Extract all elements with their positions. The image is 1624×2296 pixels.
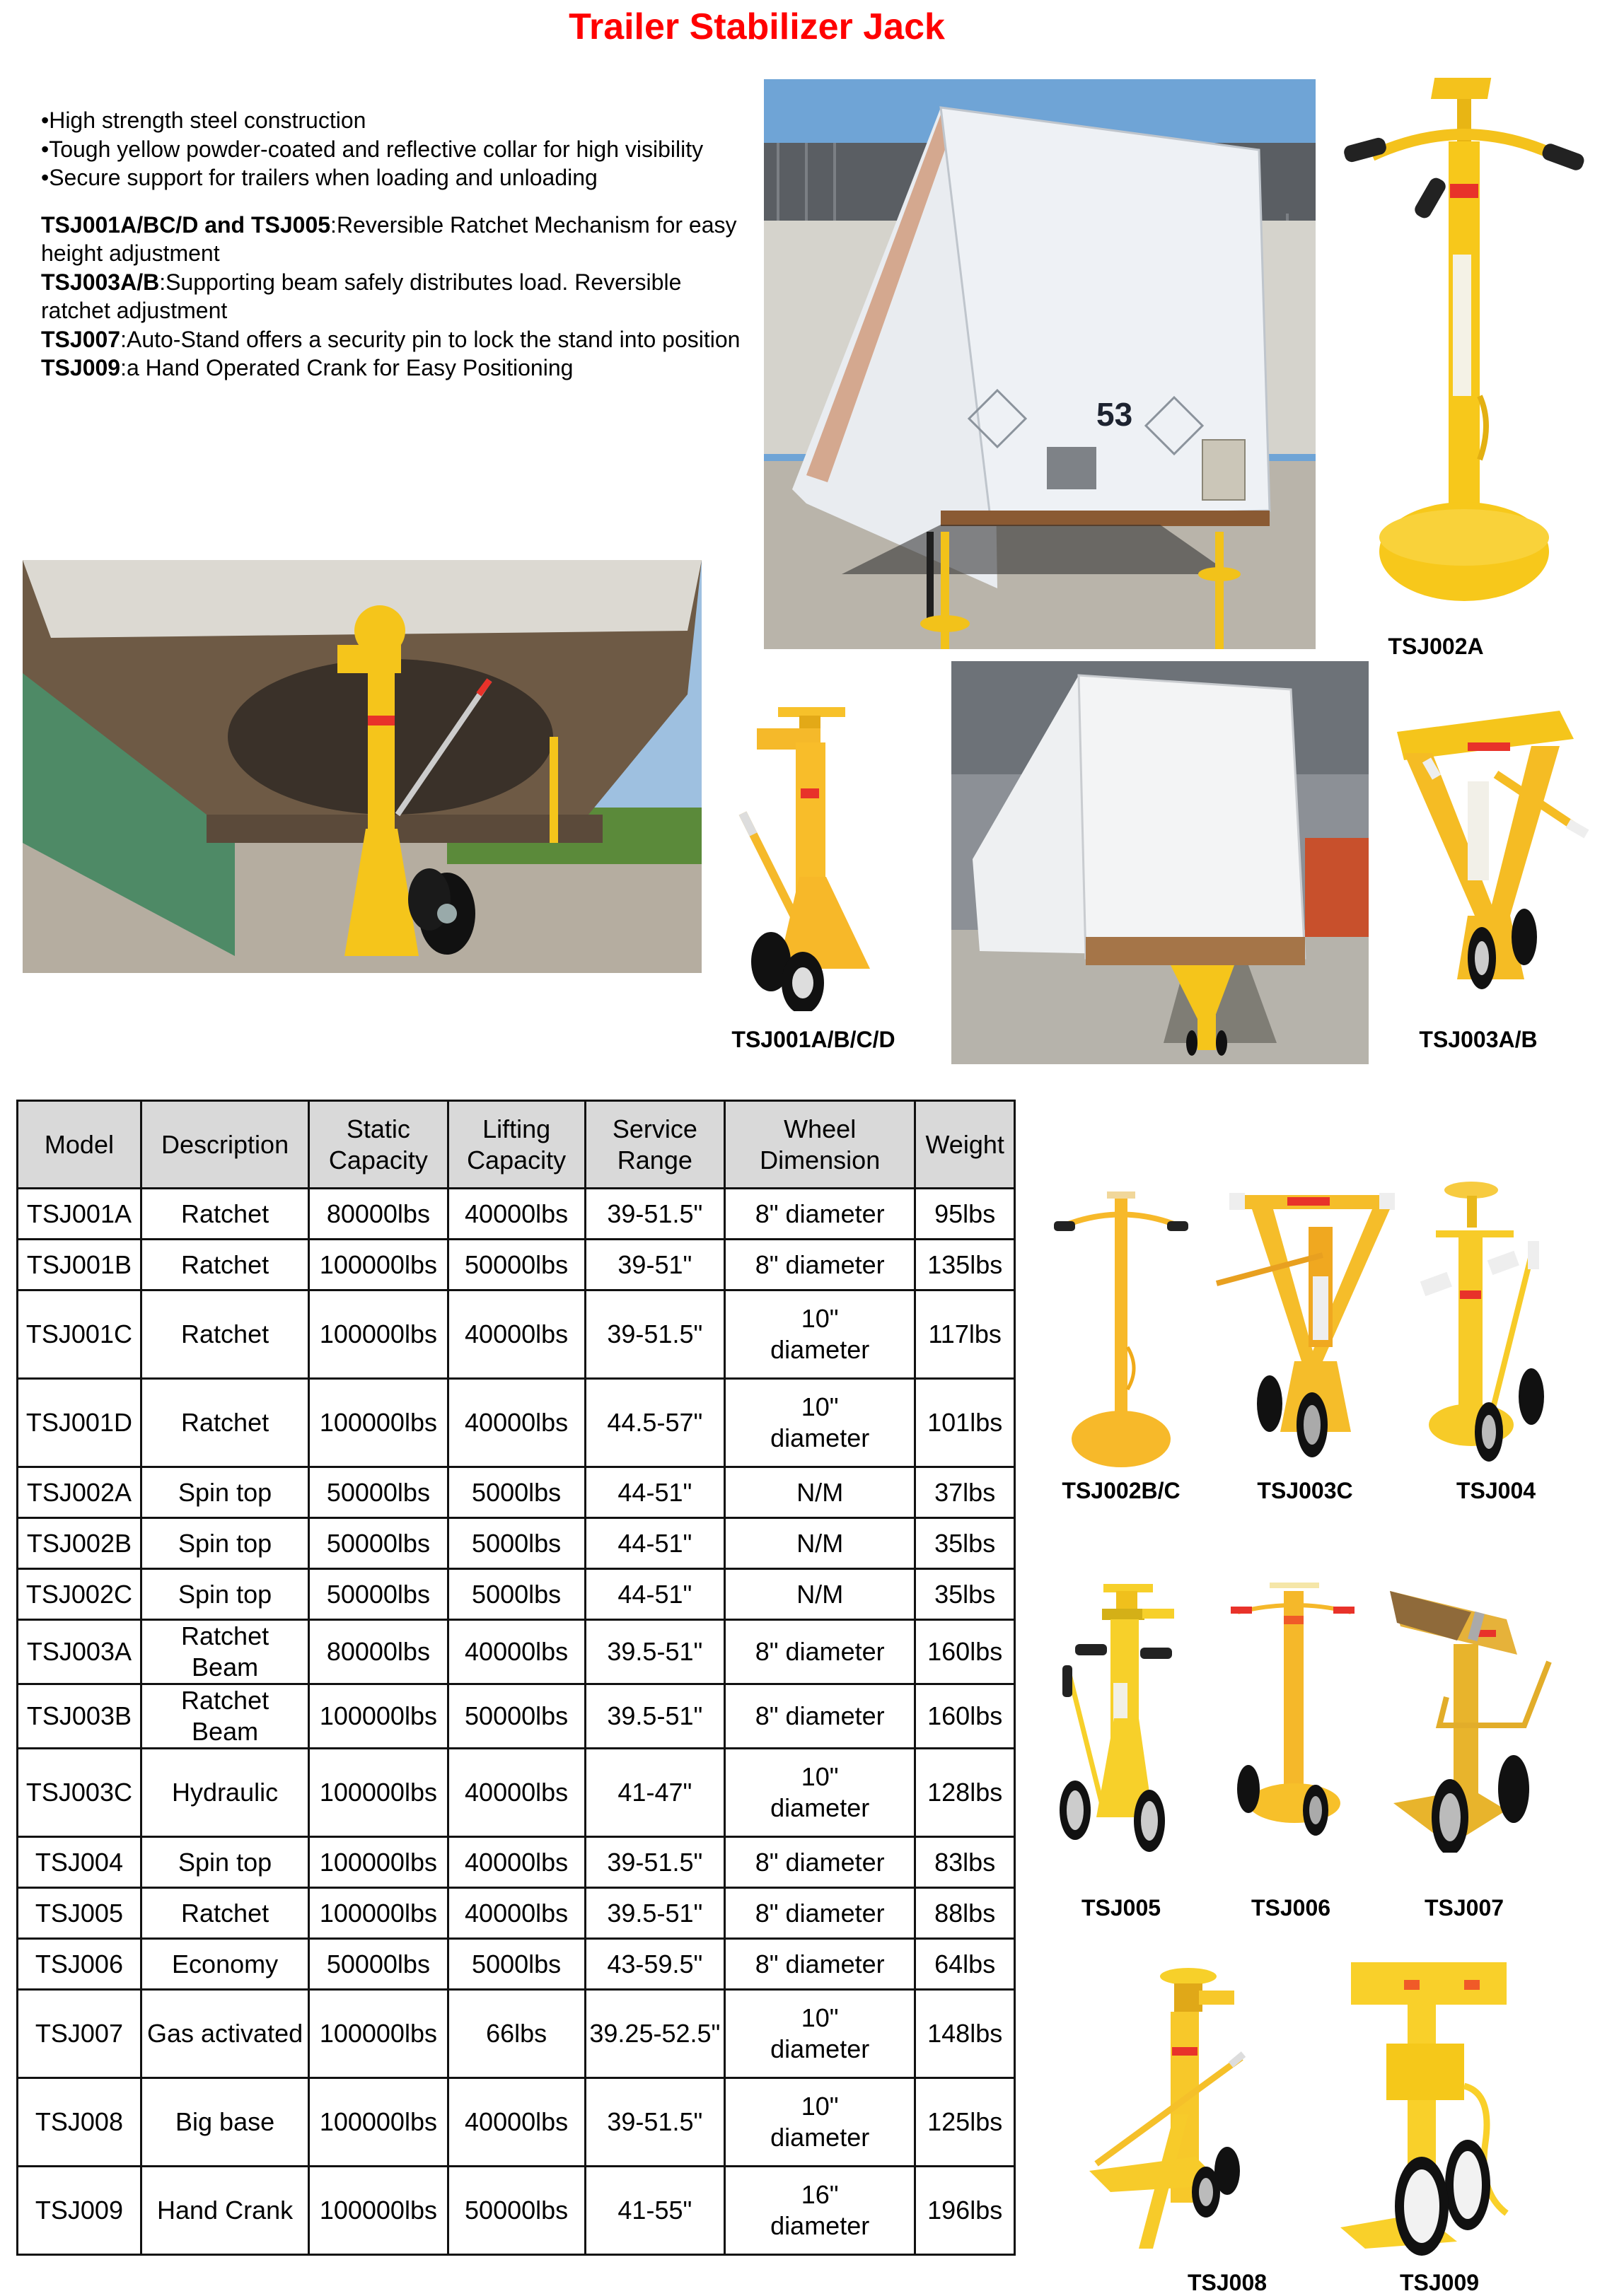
product-image-tsj004 bbox=[1408, 1177, 1570, 1467]
cell-static-capacity: 50000lbs bbox=[309, 1467, 448, 1518]
product-label-tsj002bc: TSJ002B/C bbox=[1062, 1478, 1181, 1503]
header-weight: Weight bbox=[915, 1101, 1015, 1189]
table-row bbox=[18, 1684, 1015, 1749]
cell-service-range: 44-51" bbox=[585, 1467, 724, 1518]
cell-service-range: 39-51.5" bbox=[585, 2078, 724, 2167]
cell-weight: 83lbs bbox=[915, 1837, 1015, 1888]
cell-wheel-dimension: N/M bbox=[725, 1569, 915, 1620]
cell-model: TSJ003A bbox=[18, 1620, 141, 1684]
cell-service-range: 39.5-51" bbox=[585, 1684, 724, 1749]
cell-description: Ratchet Beam bbox=[141, 1620, 308, 1684]
page-title: Trailer Stabilizer Jack bbox=[569, 6, 945, 47]
cell-wheel-dimension: 8" diameter bbox=[725, 1189, 915, 1240]
table-row bbox=[18, 1290, 1015, 1379]
feature-bullet: •Tough yellow powder-coated and reflective collar for high visibility bbox=[41, 136, 704, 162]
feature-bullet: •Secure support for trailers when loading and unloading bbox=[41, 165, 598, 190]
header-description: Description bbox=[141, 1101, 308, 1189]
cell-static-capacity: 100000lbs bbox=[309, 1888, 448, 1939]
cell-weight: 101lbs bbox=[915, 1379, 1015, 1467]
cell-wheel-dimension: 10" diameter bbox=[725, 1749, 915, 1837]
cell-lifting-capacity: 50000lbs bbox=[448, 2167, 585, 2255]
cell-model: TSJ002B bbox=[18, 1518, 141, 1569]
model-note-text: :Reversible Ratchet Mechanism for easy height adjustment bbox=[41, 211, 737, 266]
cell-weight: 35lbs bbox=[915, 1518, 1015, 1569]
feature-bullet: •High strength steel construction bbox=[41, 107, 366, 133]
trailer-rear-photo bbox=[764, 79, 1316, 649]
model-note-models: TSJ007 bbox=[41, 326, 121, 352]
table-row bbox=[18, 1189, 1015, 1240]
table-row bbox=[18, 1837, 1015, 1888]
header-static-capacity: Static Capacity bbox=[309, 1101, 448, 1189]
table-row bbox=[18, 1749, 1015, 1837]
cell-lifting-capacity: 50000lbs bbox=[448, 1240, 585, 1290]
cell-model: TSJ009 bbox=[18, 2167, 141, 2255]
cell-model: TSJ001D bbox=[18, 1379, 141, 1467]
cell-description: Spin top bbox=[141, 1569, 308, 1620]
cell-weight: 125lbs bbox=[915, 2078, 1015, 2167]
feature-description bbox=[41, 106, 741, 383]
cell-weight: 95lbs bbox=[915, 1189, 1015, 1240]
cell-static-capacity: 80000lbs bbox=[309, 1620, 448, 1684]
cell-wheel-dimension: 8" diameter bbox=[725, 1939, 915, 1990]
product-image-tsj009 bbox=[1337, 1959, 1542, 2256]
cell-model: TSJ001B bbox=[18, 1240, 141, 1290]
table-row bbox=[18, 2167, 1015, 2255]
model-note-text: :Supporting beam safely distributes load. Reversible ratchet adjustment bbox=[41, 269, 682, 323]
model-note bbox=[41, 354, 741, 383]
cell-description: Hand Crank bbox=[141, 2167, 308, 2255]
product-image-tsj007 bbox=[1386, 1577, 1556, 1853]
cell-description: Ratchet bbox=[141, 1189, 308, 1240]
header-service-range: Service Range bbox=[585, 1101, 724, 1189]
cell-description: Hydraulic bbox=[141, 1749, 308, 1837]
product-image-tsj008 bbox=[1082, 1959, 1287, 2256]
model-note bbox=[41, 325, 741, 354]
cell-description: Big base bbox=[141, 2078, 308, 2167]
product-image-tsj002bc bbox=[1047, 1177, 1195, 1467]
table-row bbox=[18, 1518, 1015, 1569]
cell-wheel-dimension: N/M bbox=[725, 1467, 915, 1518]
table-header-row bbox=[18, 1101, 1015, 1189]
cell-service-range: 44-51" bbox=[585, 1569, 724, 1620]
header-model: Model bbox=[18, 1101, 141, 1189]
cell-service-range: 39.25-52.5" bbox=[585, 1990, 724, 2078]
cell-static-capacity: 100000lbs bbox=[309, 2078, 448, 2167]
cell-service-range: 39-51.5" bbox=[585, 1189, 724, 1240]
product-label-tsj005: TSJ005 bbox=[1081, 1895, 1161, 1921]
cell-service-range: 44-51" bbox=[585, 1518, 724, 1569]
cell-weight: 35lbs bbox=[915, 1569, 1015, 1620]
spec-table bbox=[16, 1100, 1016, 2256]
header-lifting-capacity: Lifting Capacity bbox=[448, 1101, 585, 1189]
cell-wheel-dimension: 10" diameter bbox=[725, 2078, 915, 2167]
table-row bbox=[18, 2078, 1015, 2167]
cell-weight: 160lbs bbox=[915, 1684, 1015, 1749]
cell-wheel-dimension: 8" diameter bbox=[725, 1684, 915, 1749]
cell-service-range: 39-51.5" bbox=[585, 1290, 724, 1379]
table-row bbox=[18, 1240, 1015, 1290]
trailer-underside-photo bbox=[23, 560, 702, 973]
cell-weight: 117lbs bbox=[915, 1290, 1015, 1379]
model-note-models: TSJ003A/B bbox=[41, 269, 160, 295]
cell-service-range: 39.5-51" bbox=[585, 1888, 724, 1939]
model-note-models: TSJ009 bbox=[41, 355, 121, 380]
cell-model: TSJ003C bbox=[18, 1749, 141, 1837]
product-image-tsj003ab bbox=[1390, 704, 1609, 993]
table-row bbox=[18, 1939, 1015, 1990]
cell-lifting-capacity: 5000lbs bbox=[448, 1569, 585, 1620]
cell-description: Spin top bbox=[141, 1467, 308, 1518]
model-note-models: TSJ001A/BC/D and TSJ005 bbox=[41, 211, 331, 238]
cell-wheel-dimension: N/M bbox=[725, 1518, 915, 1569]
cell-lifting-capacity: 40000lbs bbox=[448, 1379, 585, 1467]
cell-description: Economy bbox=[141, 1939, 308, 1990]
header-wheel-dimension: Wheel Dimension bbox=[725, 1101, 915, 1189]
table-row bbox=[18, 1990, 1015, 2078]
cell-model: TSJ001A bbox=[18, 1189, 141, 1240]
product-image-tsj006 bbox=[1227, 1577, 1358, 1838]
cell-model: TSJ002C bbox=[18, 1569, 141, 1620]
product-image-tsj003c bbox=[1210, 1177, 1400, 1467]
cell-lifting-capacity: 40000lbs bbox=[448, 2078, 585, 2167]
cell-lifting-capacity: 40000lbs bbox=[448, 1749, 585, 1837]
product-label-tsj001: TSJ001A/B/C/D bbox=[731, 1027, 895, 1052]
cell-wheel-dimension: 10" diameter bbox=[725, 1990, 915, 2078]
product-label-tsj009: TSJ009 bbox=[1399, 2270, 1480, 2295]
cell-service-range: 43-59.5" bbox=[585, 1939, 724, 1990]
cell-service-range: 39-51.5" bbox=[585, 1837, 724, 1888]
cell-static-capacity: 100000lbs bbox=[309, 1684, 448, 1749]
product-image-tsj002a bbox=[1330, 71, 1599, 622]
table-row bbox=[18, 1569, 1015, 1620]
cell-description: Ratchet bbox=[141, 1240, 308, 1290]
product-label-tsj007: TSJ007 bbox=[1424, 1895, 1504, 1921]
cell-model: TSJ008 bbox=[18, 2078, 141, 2167]
cell-static-capacity: 100000lbs bbox=[309, 1837, 448, 1888]
model-note bbox=[41, 211, 741, 268]
cell-static-capacity: 100000lbs bbox=[309, 2167, 448, 2255]
cell-lifting-capacity: 5000lbs bbox=[448, 1518, 585, 1569]
cell-weight: 196lbs bbox=[915, 2167, 1015, 2255]
cell-static-capacity: 80000lbs bbox=[309, 1189, 448, 1240]
cell-static-capacity: 50000lbs bbox=[309, 1569, 448, 1620]
cell-static-capacity: 100000lbs bbox=[309, 1990, 448, 2078]
trailer-with-beam-jack-photo bbox=[951, 661, 1369, 1064]
product-label-tsj002a: TSJ002A bbox=[1388, 634, 1484, 659]
cell-model: TSJ003B bbox=[18, 1684, 141, 1749]
cell-lifting-capacity: 50000lbs bbox=[448, 1684, 585, 1749]
cell-wheel-dimension: 10" diameter bbox=[725, 1379, 915, 1467]
cell-description: Spin top bbox=[141, 1518, 308, 1569]
cell-static-capacity: 100000lbs bbox=[309, 1290, 448, 1379]
cell-wheel-dimension: 10" diameter bbox=[725, 1290, 915, 1379]
cell-static-capacity: 50000lbs bbox=[309, 1518, 448, 1569]
model-note-text: :a Hand Operated Crank for Easy Positioning bbox=[120, 355, 574, 380]
cell-service-range: 39.5-51" bbox=[585, 1620, 724, 1684]
cell-weight: 160lbs bbox=[915, 1620, 1015, 1684]
cell-lifting-capacity: 40000lbs bbox=[448, 1837, 585, 1888]
cell-wheel-dimension: 16" diameter bbox=[725, 2167, 915, 2255]
product-image-tsj005 bbox=[1054, 1577, 1195, 1853]
table-row bbox=[18, 1620, 1015, 1684]
cell-service-range: 44.5-57" bbox=[585, 1379, 724, 1467]
product-label-tsj004: TSJ004 bbox=[1456, 1478, 1536, 1503]
cell-model: TSJ002A bbox=[18, 1467, 141, 1518]
cell-weight: 135lbs bbox=[915, 1240, 1015, 1290]
cell-service-range: 41-55" bbox=[585, 2167, 724, 2255]
svg-text:53: 53 bbox=[1096, 396, 1133, 433]
cell-weight: 88lbs bbox=[915, 1888, 1015, 1939]
table-row bbox=[18, 1379, 1015, 1467]
cell-lifting-capacity: 40000lbs bbox=[448, 1189, 585, 1240]
cell-lifting-capacity: 40000lbs bbox=[448, 1620, 585, 1684]
cell-description: Gas activated bbox=[141, 1990, 308, 2078]
cell-static-capacity: 100000lbs bbox=[309, 1240, 448, 1290]
product-label-tsj008: TSJ008 bbox=[1187, 2270, 1268, 2295]
product-label-tsj003c: TSJ003C bbox=[1257, 1478, 1353, 1503]
cell-description: Ratchet bbox=[141, 1888, 308, 1939]
table-row bbox=[18, 1467, 1015, 1518]
cell-model: TSJ007 bbox=[18, 1990, 141, 2078]
cell-wheel-dimension: 8" diameter bbox=[725, 1837, 915, 1888]
cell-service-range: 39-51" bbox=[585, 1240, 724, 1290]
cell-wheel-dimension: 8" diameter bbox=[725, 1240, 915, 1290]
cell-lifting-capacity: 5000lbs bbox=[448, 1939, 585, 1990]
cell-static-capacity: 100000lbs bbox=[309, 1749, 448, 1837]
cell-description: Ratchet bbox=[141, 1290, 308, 1379]
table-row bbox=[18, 1888, 1015, 1939]
model-note-text: :Auto-Stand offers a security pin to lock the stand into position bbox=[120, 326, 741, 352]
cell-model: TSJ006 bbox=[18, 1939, 141, 1990]
model-note bbox=[41, 268, 741, 325]
cell-weight: 64lbs bbox=[915, 1939, 1015, 1990]
cell-description: Ratchet Beam bbox=[141, 1684, 308, 1749]
cell-service-range: 41-47" bbox=[585, 1749, 724, 1837]
cell-wheel-dimension: 8" diameter bbox=[725, 1888, 915, 1939]
cell-lifting-capacity: 5000lbs bbox=[448, 1467, 585, 1518]
cell-static-capacity: 50000lbs bbox=[309, 1939, 448, 1990]
cell-model: TSJ001C bbox=[18, 1290, 141, 1379]
cell-description: Ratchet bbox=[141, 1379, 308, 1467]
product-label-tsj003ab: TSJ003A/B bbox=[1419, 1027, 1538, 1052]
product-image-tsj001 bbox=[736, 700, 895, 1011]
cell-static-capacity: 100000lbs bbox=[309, 1379, 448, 1467]
cell-description: Spin top bbox=[141, 1837, 308, 1888]
cell-lifting-capacity: 40000lbs bbox=[448, 1290, 585, 1379]
cell-model: TSJ004 bbox=[18, 1837, 141, 1888]
cell-weight: 128lbs bbox=[915, 1749, 1015, 1837]
cell-weight: 37lbs bbox=[915, 1467, 1015, 1518]
product-label-tsj006: TSJ006 bbox=[1251, 1895, 1331, 1921]
cell-wheel-dimension: 8" diameter bbox=[725, 1620, 915, 1684]
cell-lifting-capacity: 66lbs bbox=[448, 1990, 585, 2078]
cell-lifting-capacity: 40000lbs bbox=[448, 1888, 585, 1939]
cell-weight: 148lbs bbox=[915, 1990, 1015, 2078]
cell-model: TSJ005 bbox=[18, 1888, 141, 1939]
